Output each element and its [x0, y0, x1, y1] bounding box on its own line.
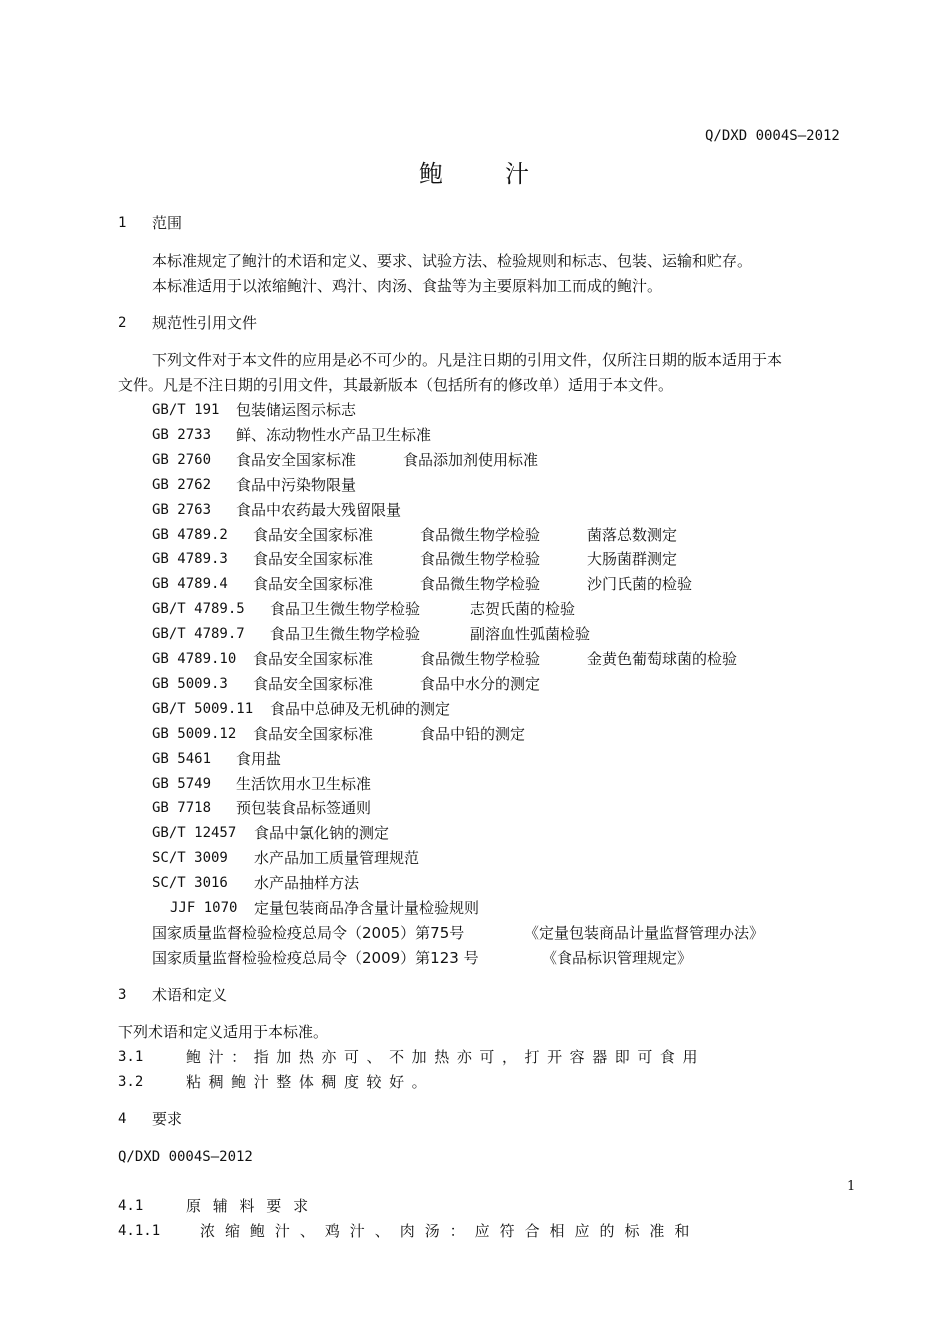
reference-title-part: 食品安全国家标准: [253, 674, 374, 693]
reference-title-part: 食品安全国家标准: [253, 724, 374, 743]
reference-title-part: 预包装食品标签通则: [236, 799, 372, 818]
reference-title-part: 食品中农药最大残留限量: [236, 500, 402, 519]
reference-title-part: 沙门氏菌的检验: [587, 575, 693, 594]
reference-title-part: 志贺氏菌的检验: [470, 600, 576, 619]
reference-code: GB/T 12457: [152, 825, 237, 842]
reference-code: GB 4789.10: [152, 651, 237, 667]
page-footer-code: Q/DXD 0004S—2012: [118, 1149, 253, 1165]
reference-title-part: 大肠菌群测定: [587, 550, 678, 569]
reference-title-part: 食品微生物学检验: [420, 550, 541, 569]
item-4-1-1-text: 浓 缩 鲍 汁 、 鸡 汁 、 肉 汤 ： 应 符 合 相 应 的 标 准 和: [200, 1222, 692, 1240]
reference-title-part: 食品中总砷及无机砷的测定: [270, 699, 451, 718]
reference-title-part: 鲜、冻动物性水产品卫生标准: [236, 425, 432, 444]
reference-title-part: 食品中铅的测定: [420, 724, 526, 743]
term-3-1-number: 3.1: [118, 1049, 144, 1065]
term-3-1-text: 鲍 汁 ： 指 加 热 亦 可 、 不 加 热 亦 可 ， 打 开 容 器 即 可 食 用: [186, 1048, 699, 1066]
reference-title-part: 水产品抽样方法: [254, 874, 360, 893]
reference-title-part: 食品中水分的测定: [420, 674, 541, 693]
section-2-title: 规范性引用文件: [152, 314, 258, 332]
term-3-2-text: 粘 稠 鲍 汁 整 体 稠 度 较 好 。: [186, 1073, 429, 1091]
section-2-number: 2: [118, 315, 127, 331]
reference-code: GB 5461: [152, 750, 212, 767]
section-2-intro-line-1: 下列文件对于本文件的应用是必不可少的。凡是注日期的引用文件，仅所注日期的版本适用于本: [152, 351, 783, 369]
reference-title-part: 食品微生物学检验: [420, 650, 541, 668]
reference-title-part: 食品安全国家标准: [253, 525, 374, 544]
section-4-title: 要求: [152, 1110, 183, 1128]
reference-code: GB/T 191: [152, 402, 220, 418]
section-3-number: 3: [118, 987, 127, 1003]
section-1-number: 1: [118, 215, 127, 231]
reference-code: GB 2733: [152, 426, 212, 443]
item-4-1-text: 原 辅 料 要 求: [186, 1197, 312, 1215]
reference-title-part: 食品安全国家标准: [253, 650, 374, 668]
section-4-number: 4: [118, 1111, 127, 1127]
reference-code: GB/T 5009.11: [152, 700, 254, 717]
reference-code: GB 7718: [152, 800, 212, 817]
document-code-header: Q/DXD 0004S—2012: [705, 128, 840, 144]
section-3-intro: 下列术语和定义适用于本标准。: [118, 1023, 329, 1041]
section-1-title: 范围: [152, 214, 183, 232]
reference-code: GB/T 4789.5: [152, 601, 245, 618]
decree-2-title: 《食品标识管理规定》: [542, 949, 693, 967]
item-4-1-1-number: 4.1.1: [118, 1223, 161, 1239]
title-char-1: 鲍: [419, 160, 445, 188]
title-char-2: 汁: [505, 160, 531, 188]
reference-title-part: 食品安全国家标准: [236, 450, 357, 469]
reference-title-part: 副溶血性弧菌检验: [470, 625, 591, 644]
reference-code: SC/T 3016: [152, 875, 228, 892]
document-title: [0, 158, 950, 190]
reference-title-part: 包装储运图示标志: [236, 401, 357, 419]
reference-title-part: 水产品加工质量管理规范: [254, 849, 420, 868]
reference-title-part: 菌落总数测定: [587, 525, 678, 544]
item-4-1-number: 4.1: [118, 1198, 144, 1214]
reference-code: JJF 1070: [170, 900, 238, 916]
reference-code: SC/T 3009: [152, 850, 228, 867]
decree-1-text: 国家质量监督检验检疫总局令（2005）第75号: [152, 924, 465, 942]
reference-title-part: 生活饮用水卫生标准: [236, 774, 372, 793]
reference-code: GB 4789.4: [152, 576, 228, 593]
reference-code: GB 5749: [152, 775, 212, 792]
reference-code: GB 2762: [152, 476, 212, 493]
reference-title-part: 食品安全国家标准: [253, 575, 374, 594]
reference-title-part: 食品安全国家标准: [253, 550, 374, 569]
reference-title-part: 食用盐: [236, 749, 282, 768]
section-1-paragraph-2: 本标准适用于以浓缩鲍汁、鸡汁、肉汤、食盐等为主要原料加工而成的鲍汁。: [152, 277, 663, 295]
decree-2-text: 国家质量监督检验检疫总局令（2009）第123 号: [152, 949, 479, 967]
reference-code: GB 2763: [152, 501, 212, 518]
reference-code: GB 4789.3: [152, 551, 228, 568]
reference-title-part: 食品微生物学检验: [420, 575, 541, 594]
reference-title-part: 食品卫生微生物学检验: [270, 600, 421, 619]
reference-title-part: 食品中氯化钠的测定: [254, 824, 390, 843]
reference-title-part: 食品添加剂使用标准: [403, 450, 539, 469]
reference-code: GB 5009.12: [152, 725, 237, 742]
reference-title-part: 金黄色葡萄球菌的检验: [587, 650, 738, 668]
term-3-2-number: 3.2: [118, 1074, 144, 1090]
reference-code: GB 5009.3: [152, 675, 228, 692]
reference-code: GB 2760: [152, 451, 212, 468]
reference-title-part: 食品中污染物限量: [236, 475, 357, 494]
reference-code: GB/T 4789.7: [152, 626, 245, 643]
page-number: 1: [847, 1179, 856, 1194]
reference-title-part: 定量包装商品净含量计量检验规则: [254, 899, 480, 917]
section-1-paragraph-1: 本标准规定了鲍汁的术语和定义、要求、试验方法、检验规则和标志、包装、运输和贮存。: [152, 252, 753, 270]
reference-title-part: 食品卫生微生物学检验: [270, 625, 421, 644]
reference-title-part: 食品微生物学检验: [420, 525, 541, 544]
section-3-title: 术语和定义: [152, 986, 228, 1004]
decree-1-title: 《定量包装商品计量监督管理办法》: [524, 924, 765, 942]
section-2-intro-line-2: 文件。凡是不注日期的引用文件，其最新版本（包括所有的修改单）适用于本文件。: [118, 376, 674, 394]
reference-code: GB 4789.2: [152, 526, 228, 543]
